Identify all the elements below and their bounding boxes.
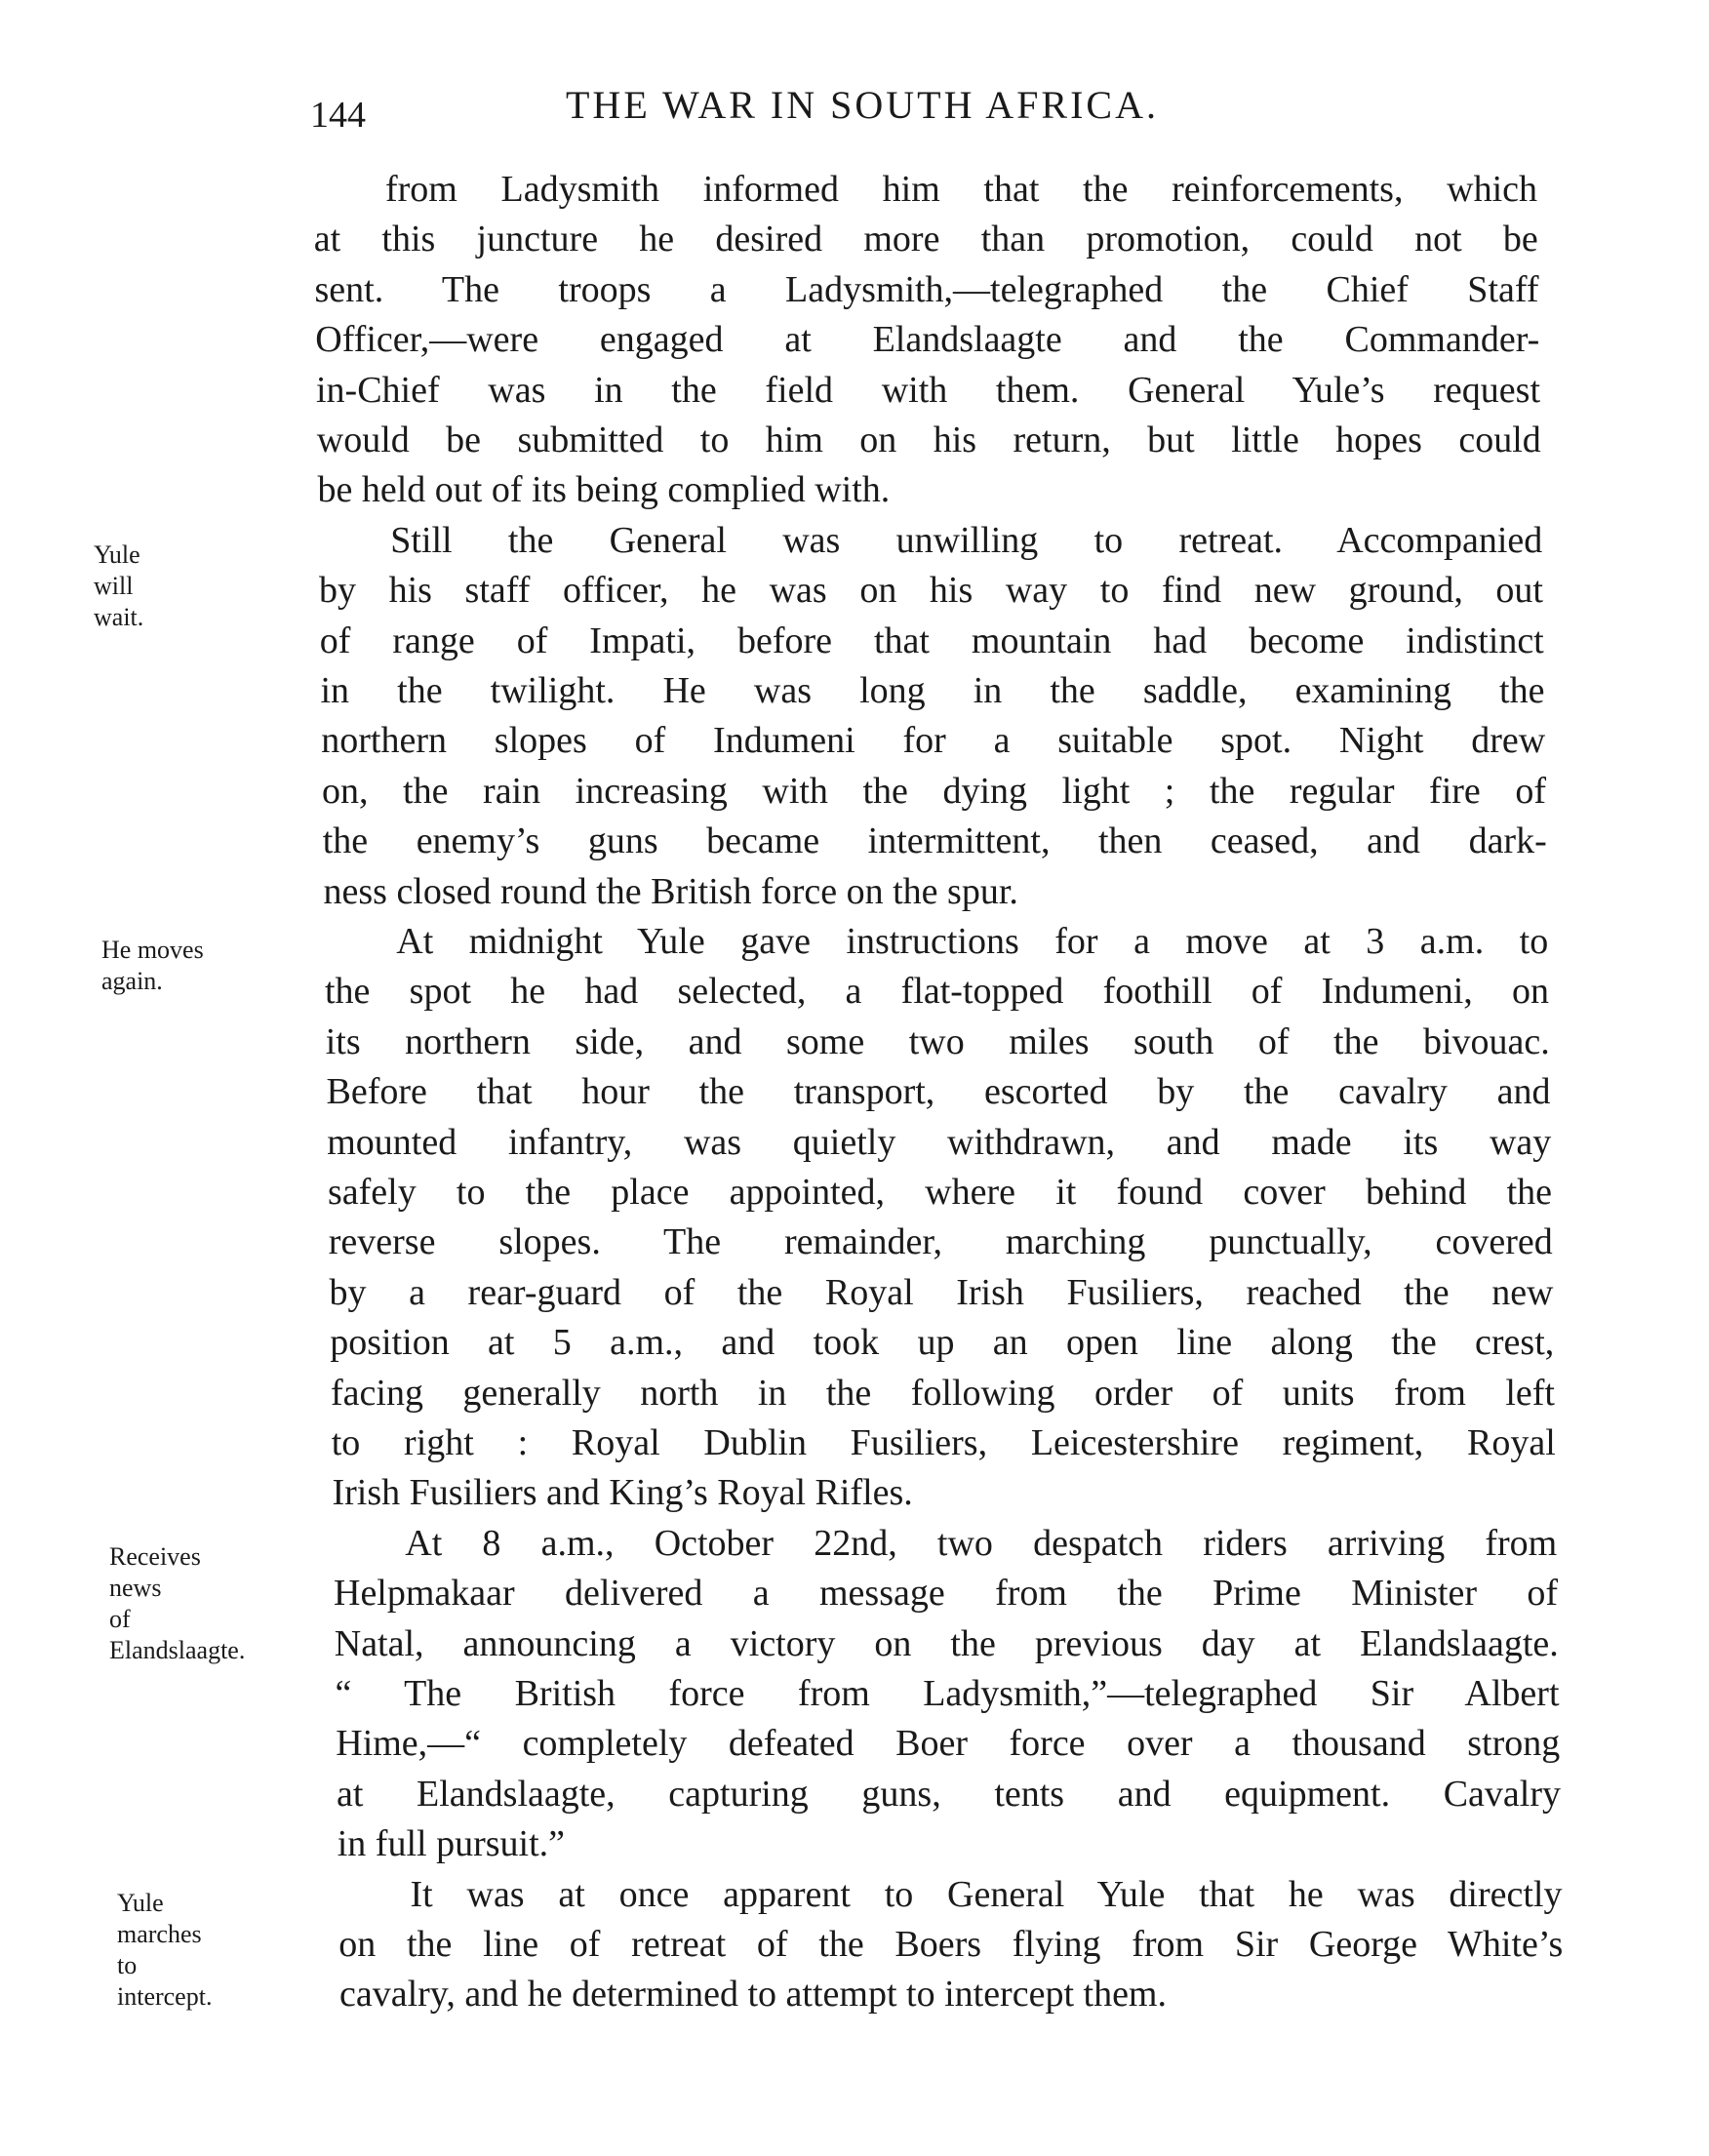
text-line: be held out of its being complied with. — [317, 469, 891, 511]
text-line: Helpmakaar delivered a message from the Prime Minister of — [334, 1573, 1558, 1615]
text-line: by his staff officer, he was on his way to find new ground, out — [319, 570, 1543, 612]
text-line: its northern side, and some two miles south of the bivouac. — [325, 1020, 1550, 1062]
text-line: to right : Royal Dublin Fusiliers, Leicestershire regiment, Royal — [331, 1422, 1556, 1463]
text-line: Hime,—“ completely defeated Boer force over a thousand strong — [336, 1723, 1561, 1765]
text-line: from Ladysmith informed him that the reinforcements, which — [385, 169, 1537, 210]
text-line: on the line of retreat of the Boers flying from Sir George White’s — [338, 1924, 1564, 1965]
text-line: position at 5 a.m., and took up an open line along the crest, — [330, 1322, 1555, 1364]
text-line: facing generally north in the following order of units from left — [331, 1372, 1555, 1414]
margin-note-line: intercept. — [117, 1982, 213, 2011]
text-line: the spot he had selected, a flat-topped foothill of Indumeni, on — [325, 971, 1549, 1013]
text-line: by a rear-guard of the Royal Irish Fusiliers, reached the new — [329, 1271, 1554, 1313]
margin-note-line: news — [109, 1574, 162, 1602]
margin-note-line: Yule — [117, 1889, 164, 1917]
text-line: sent. The troops a Ladysmith,—telegraphed the Chief Staff — [314, 268, 1539, 310]
text-line: Natal, announcing a victory on the previous day at Elandslaagte. — [334, 1622, 1559, 1664]
margin-note-line: of — [109, 1605, 131, 1633]
margin-note-line: Elandslaagte. — [109, 1636, 246, 1664]
text-line: at this juncture he desired more than promotion, could not be — [313, 219, 1538, 260]
text-line: would be submitted to him on his return, but little hopes could — [316, 419, 1541, 460]
text-line: mounted infantry, was quietly withdrawn, and made its way — [327, 1121, 1552, 1163]
text-line: in-Chief was in the field with them. General Yule’s request — [316, 369, 1540, 411]
margin-note-line: Receives — [109, 1542, 201, 1571]
text-line: in the twilight. He was long in the saddle, examining the — [320, 670, 1545, 711]
running-title: THE WAR IN SOUTH AFRICA. — [566, 83, 1159, 127]
margin-note-line: wait. — [94, 603, 144, 631]
text-line: Before that hour the transport, escorted by the cavalry and — [326, 1071, 1551, 1113]
margin-note-line: marches — [117, 1920, 202, 1948]
text-line: Irish Fusiliers and King’s Royal Rifles. — [332, 1472, 913, 1514]
text-line: cavalry, and he determined to attempt to intercept them. — [339, 1974, 1167, 2016]
margin-note-line: will — [94, 572, 134, 600]
text-line: At midnight Yule gave instructions for a move at 3 a.m. to — [396, 921, 1549, 962]
text-line: the enemy’s guns became intermittent, then ceased, and dark- — [322, 820, 1547, 862]
text-line: It was at once apparent to General Yule that he was directly — [410, 1873, 1563, 1915]
text-line: At 8 a.m., October 22nd, two despatch riders arriving from — [405, 1522, 1558, 1564]
text-line: Officer,—were engaged at Elandslaagte and the Commander- — [315, 319, 1540, 361]
text-line: in full pursuit.” — [337, 1823, 566, 1865]
margin-note-line: to — [117, 1951, 138, 1979]
text-line: safely to the place appointed, where it found cover behind the — [328, 1172, 1552, 1213]
page-number: 144 — [310, 95, 366, 136]
margin-note-line: Yule — [94, 540, 140, 569]
text-line: Still the General was unwilling to retreat. Accompanied — [390, 519, 1543, 561]
text-line: ness closed round the British force on the spur. — [323, 870, 1018, 912]
text-line: northern slopes of Indumeni for a suitable spot. Night drew — [321, 720, 1546, 762]
text-line: of range of Impati, before that mountain had become indistinct — [319, 619, 1544, 661]
text-line: at Elandslaagte, capturing guns, tents and equipment. Cavalry — [337, 1773, 1561, 1815]
text-line: “ The British force from Ladysmith,”—telegraphed Sir Albert — [335, 1673, 1560, 1714]
margin-note-line: again. — [101, 967, 163, 995]
text-line: on, the rain increasing with the dying light ; the regular fire of — [322, 770, 1546, 812]
margin-note-line: He moves — [101, 936, 204, 964]
text-line: reverse slopes. The remainder, marching punctually, covered — [328, 1221, 1553, 1263]
